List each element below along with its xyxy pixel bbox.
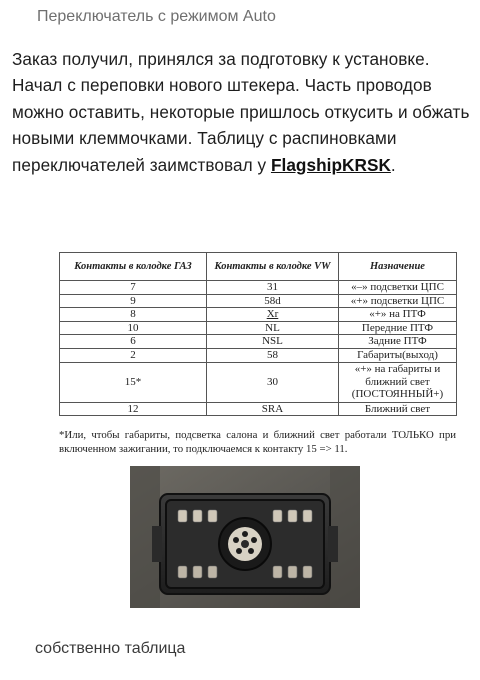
header-gaz: Контакты в колодке ГАЗ <box>60 253 207 281</box>
connector-photo <box>130 466 360 608</box>
table-row <box>60 321 457 335</box>
cell-gaz: 10 <box>60 321 207 335</box>
author-link[interactable]: FlagshipKRSK <box>270 154 391 175</box>
article-body: Заказ получил, принялся за подготовку к установке. Начал с переповки нового штекера. Часть проводов можно оставить, некоторые пришлось откусить и обжать новыми клеммочками. Таблицу с распиновками переключателей заимствовал у <box>12 49 470 175</box>
cell-gaz: 15* <box>60 362 207 402</box>
cell-gaz: 9 <box>60 294 207 308</box>
cell-purpose: Габариты(выход) <box>339 348 457 362</box>
header-purpose: Назначение <box>339 253 457 281</box>
cell-vw: 58 <box>207 348 339 362</box>
cell-purpose: «+» подсветки ЦПС <box>339 294 457 308</box>
cell-gaz: 2 <box>60 348 207 362</box>
table-header-row <box>60 253 457 281</box>
header-vw: Контакты в колодке VW <box>207 253 339 281</box>
cell-purpose: Передние ПТФ <box>339 321 457 335</box>
cell-purpose: «–» подсветки ЦПС <box>339 281 457 295</box>
cell-vw: 30 <box>207 362 339 402</box>
table-row <box>60 281 457 295</box>
table-row <box>60 348 457 362</box>
cell-vw: 58d <box>207 294 339 308</box>
cell-gaz: 6 <box>60 335 207 349</box>
cell-vw: 31 <box>207 281 339 295</box>
cell-gaz: 7 <box>60 281 207 295</box>
cell-purpose: Ближний свет <box>339 402 457 416</box>
table-row <box>60 402 457 416</box>
cell-purpose: Задние ПТФ <box>339 335 457 349</box>
pinout-table <box>59 252 457 416</box>
cell-vw: NL <box>207 321 339 335</box>
table-row <box>60 335 457 349</box>
table-row <box>60 294 457 308</box>
page-title: Переключатель с режимом Auto <box>37 8 276 25</box>
table-row <box>60 308 457 322</box>
cell-gaz: 8 <box>60 308 207 322</box>
cell-gaz: 12 <box>60 402 207 416</box>
cell-vw: NSL <box>207 335 339 349</box>
article-end: . <box>390 154 396 175</box>
table-footnote: *Или, чтобы габариты, подсветка салона и ближний свет работали ТОЛЬКО при включенном зажигании, то подключаемся к контакту 15 => 11. <box>59 429 456 455</box>
image-caption: собственно таблица <box>35 640 186 657</box>
cell-vw: Xr <box>207 308 339 322</box>
table-row <box>60 362 457 402</box>
cell-purpose: «+» на ПТФ <box>339 308 457 322</box>
cell-vw: SRA <box>207 402 339 416</box>
cell-purpose: «+» на габариты и ближний свет (ПОСТОЯННЫЙ+) <box>339 362 457 402</box>
article-text <box>12 46 472 178</box>
